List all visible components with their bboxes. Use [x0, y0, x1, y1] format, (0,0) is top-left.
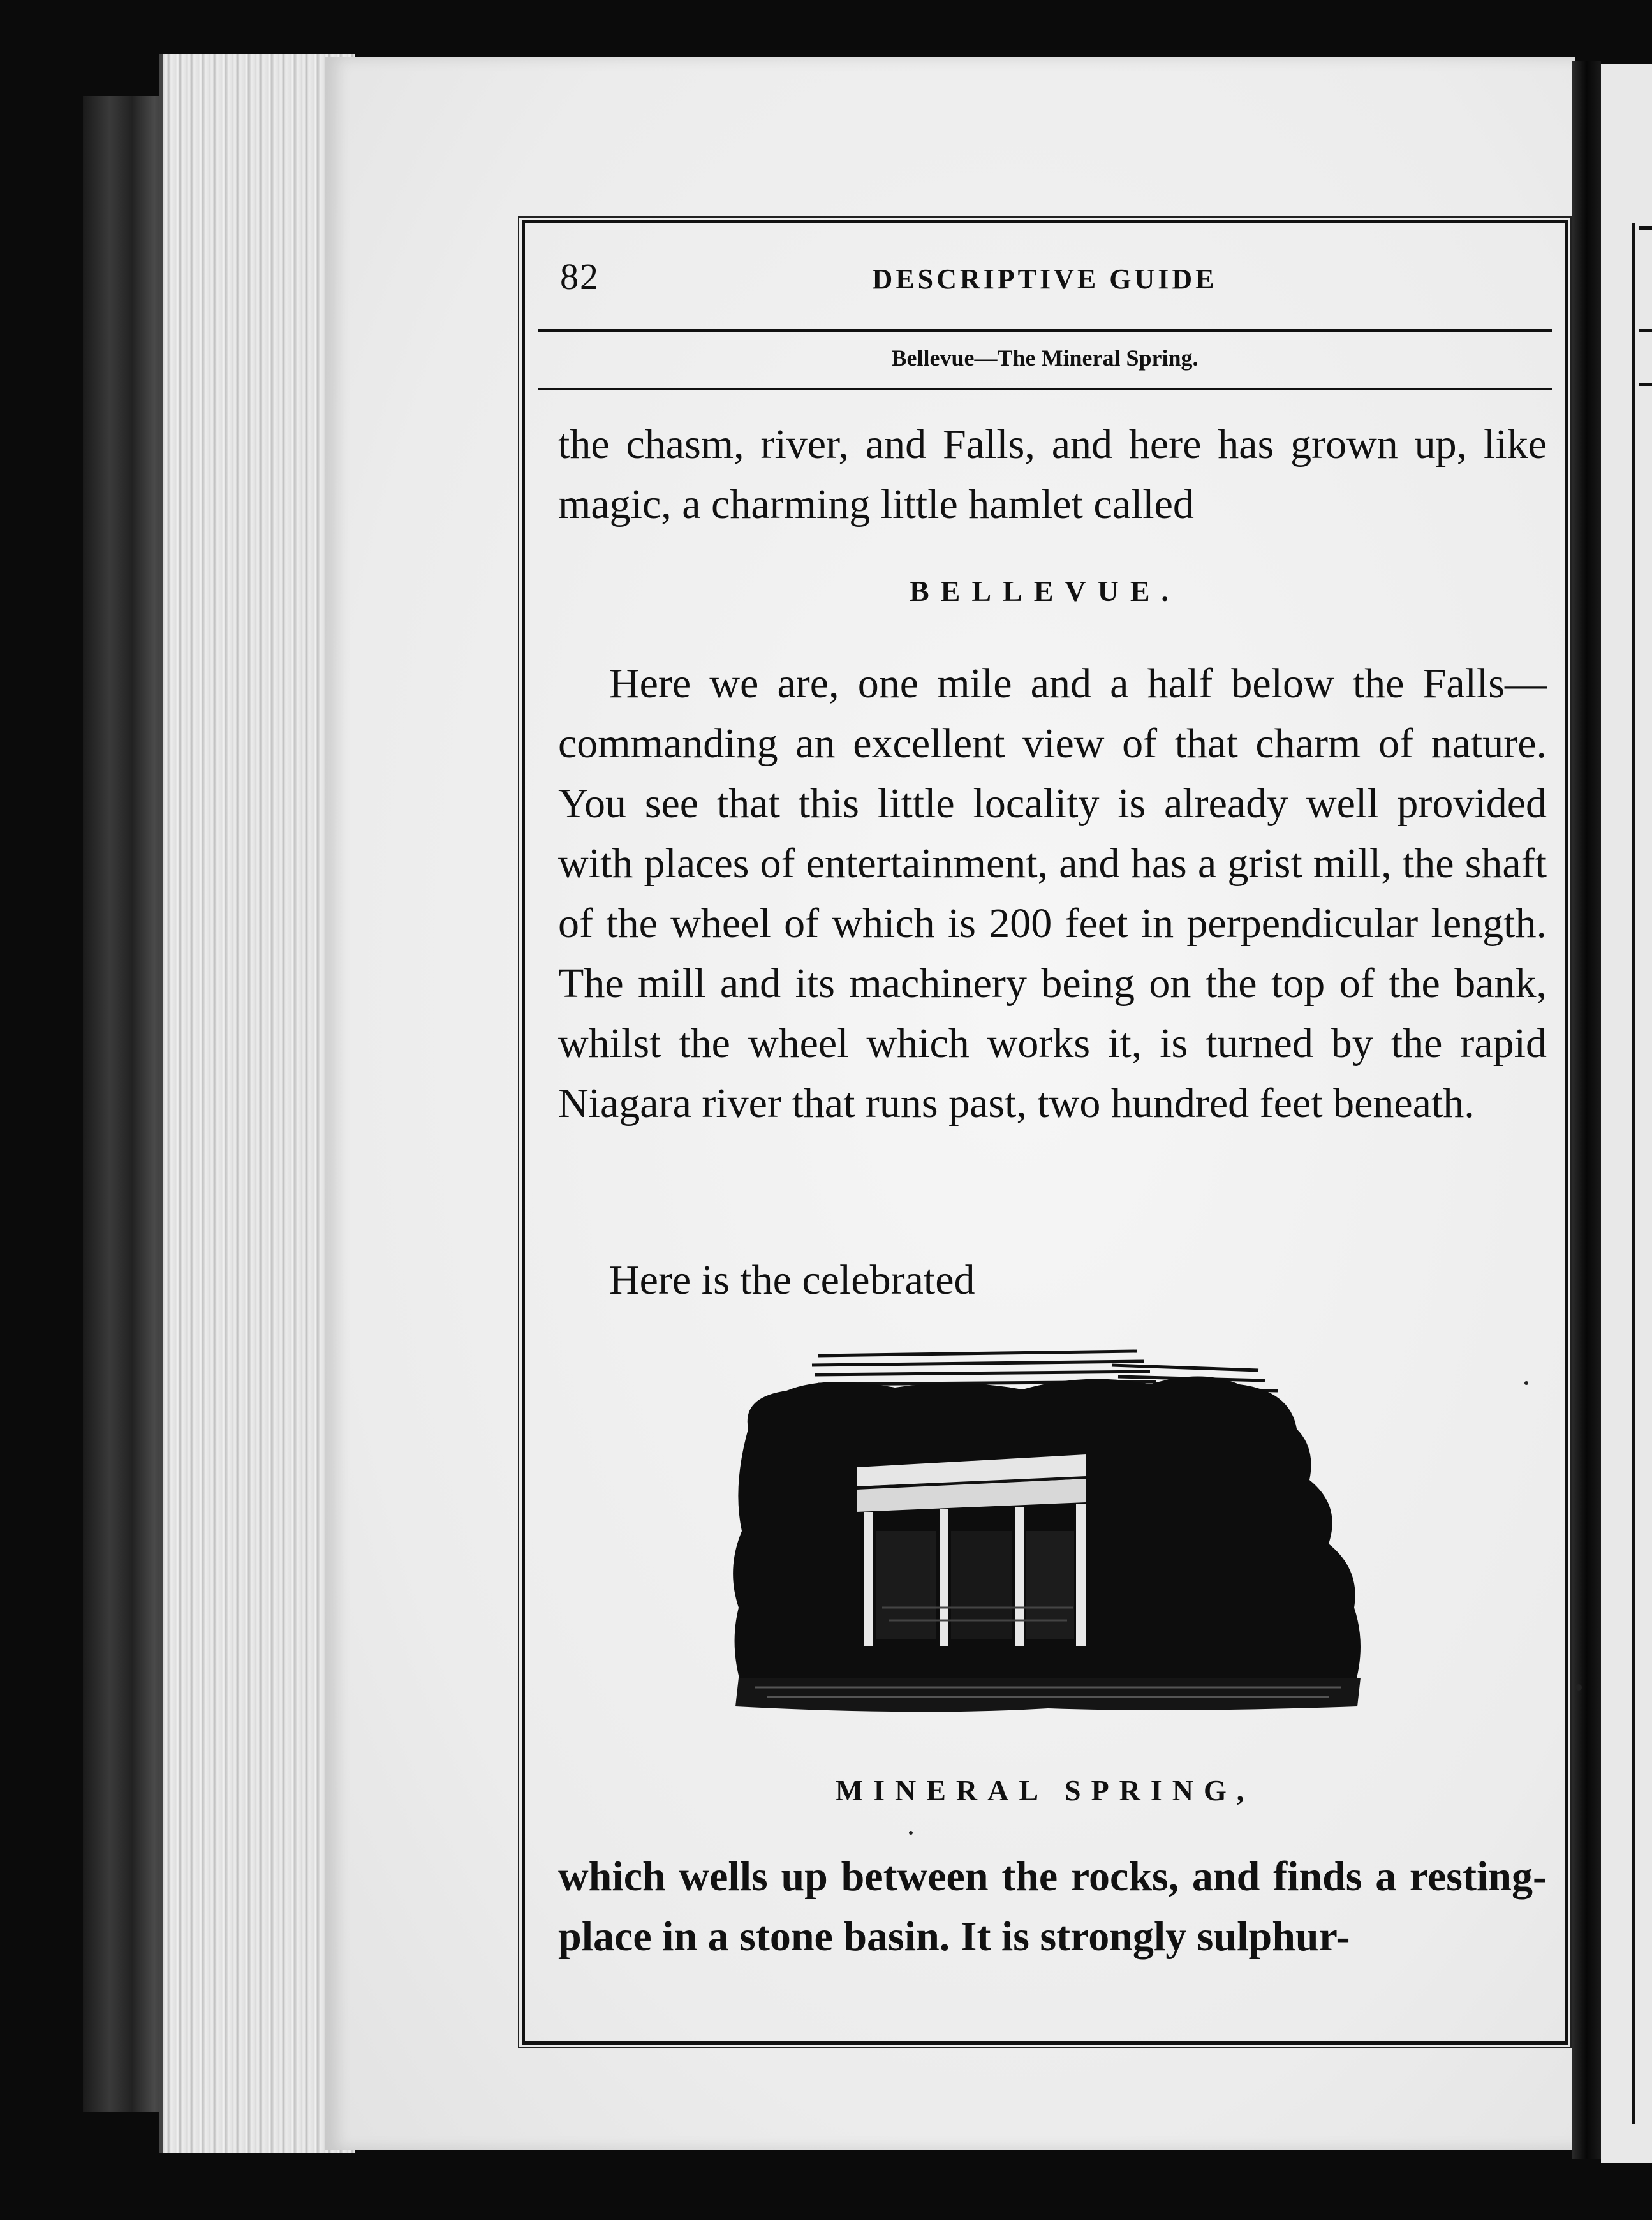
ink-speck [1575, 1684, 1582, 1691]
page-frame [522, 220, 1568, 2045]
bellevue-heading: BELLEVUE. [909, 575, 1181, 607]
intro-paragraph: the chasm, river, and Falls, and here has grown up, like magic, a charming little hamlet called [558, 421, 1547, 528]
page-gutter-shadow [1572, 61, 1601, 2159]
next-page-rule [1639, 383, 1652, 386]
running-head: DESCRIPTIVE GUIDE [872, 263, 1218, 295]
mineral-spring-heading: MINERAL SPRING, [835, 1774, 1255, 1807]
next-page-edge [1601, 64, 1652, 2163]
next-page-rule [1639, 226, 1652, 230]
book-spine-edge [83, 96, 172, 2112]
mineral-spring-paragraph: which wells up between the rocks, and finds a resting-place in a stone basin. It is strongly sulphur- [558, 1853, 1547, 1960]
ink-speck [909, 1831, 913, 1835]
celebrated-line: Here is the celebrated [609, 1257, 975, 1303]
ink-speck [1524, 1381, 1528, 1385]
section-head: Bellevue—The Mineral Spring. [891, 345, 1198, 371]
bellevue-paragraph: Here we are, one mile and a half below the Falls—commanding an excellent view of that charm of nature. You see that this little locality is already well provided with places of entertainment, and has a grist mill, the shaft of the wheel of which is 200 feet in perpendicular length. The mill and its machinery being on the top of the bank, whilst the wheel which works it, is turned by the rapid Niagara river that runs past, two hundred feet beneath. [558, 660, 1547, 1127]
subheader-rule [538, 388, 1552, 390]
mineral-spring-engraving [729, 1340, 1373, 1722]
page-number: 82 [560, 256, 600, 297]
next-page-rule [1639, 329, 1652, 332]
header-rule [538, 329, 1552, 332]
next-page-frame-edge [1632, 223, 1635, 2124]
